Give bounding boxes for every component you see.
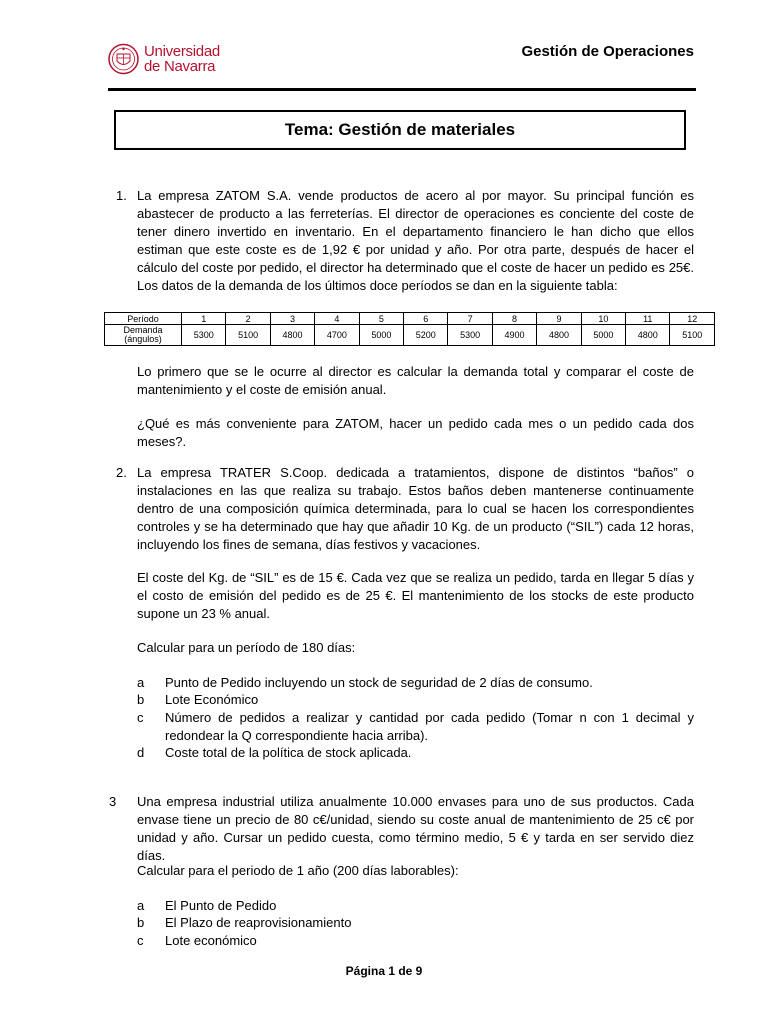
- problem-3-item-a-text: El Punto de Pedido: [165, 898, 277, 913]
- problem-3-item-b-text: El Plazo de reaprovisionamiento: [165, 915, 352, 930]
- period-cell: 11: [626, 313, 670, 325]
- problem-1-paragraph-2: Lo primero que se le ocurre al director es calcular la demanda total y comparar el coste de mantenimiento y el coste de emisión anual.: [137, 364, 694, 397]
- page-number: Página 1 de 9: [345, 964, 423, 978]
- demand-cell: 5100: [670, 325, 715, 346]
- demand-cell: 5000: [359, 325, 403, 346]
- period-cell: 9: [537, 313, 581, 325]
- problem-2-item-a-text: Punto de Pedido incluyendo un stock de seguridad de 2 días de consumo.: [165, 675, 593, 690]
- demand-cell: 5300: [182, 325, 226, 346]
- period-header-cell: Período: [105, 313, 182, 325]
- period-cell: 5: [359, 313, 403, 325]
- problem-1-question: ¿Qué es más conveniente para ZATOM, hacer un pedido cada mes o un pedido cada dos meses?.: [137, 416, 694, 449]
- problem-1-number: 1.: [116, 188, 127, 203]
- table-row-periods: [105, 313, 715, 325]
- problem-2-item-d-letter: d: [137, 745, 145, 760]
- problem-3-item-a-letter: a: [137, 898, 145, 913]
- problem-1-intro: La empresa ZATOM S.A. vende productos de acero al por mayor. Su principal función es abastecer de producto a las ferreterías. El director de operaciones es conciente del coste de tener dinero invertido en inventario. En el departamento financiero le han dicho que ellos estiman que este coste es de 1,92 € por unidad y año. Por otra parte, después de hacer el cálculo del coste por pedido, el director ha determinado que el coste de hacer un pedido es 25€. Los datos de la demanda de los últimos doce períodos se dan en la siguiente tabla:: [137, 188, 694, 293]
- problem-2-item-c-text: Número de pedidos a realizar y cantidad por cada pedido (Tomar n con 1 decimal y redondear la Q correspondiente hacia arriba).: [165, 710, 694, 743]
- demand-cell: 4900: [492, 325, 536, 346]
- topic-title: Tema: Gestión de materiales: [284, 120, 516, 139]
- demand-cell: 4800: [270, 325, 314, 346]
- problem-3-item-c-letter: c: [137, 933, 144, 948]
- logo-line-1: Universidad: [144, 43, 220, 60]
- logo-line-2: de Navarra: [144, 58, 216, 75]
- problem-2-item-d-text: Coste total de la política de stock aplicada.: [165, 745, 412, 760]
- problem-2-number: 2.: [116, 465, 127, 480]
- topic-title-box: [114, 110, 686, 150]
- period-cell: 12: [670, 313, 715, 325]
- problem-2-item-b-letter: b: [137, 692, 145, 707]
- problem-3-paragraph-2: Calcular para el periodo de 1 año (200 días laborables):: [137, 863, 459, 878]
- demand-header-cell: [105, 325, 182, 346]
- demand-header-line-2: (ángulos): [124, 334, 162, 344]
- header-divider: [108, 88, 696, 91]
- demand-cell: 4800: [626, 325, 670, 346]
- period-cell: 4: [315, 313, 359, 325]
- demand-header-line-1: Demanda: [123, 325, 163, 335]
- period-cell: 8: [492, 313, 536, 325]
- problem-2-item-c-letter: c: [137, 710, 144, 725]
- demand-cell: 5000: [581, 325, 625, 346]
- period-cell: 6: [404, 313, 448, 325]
- problem-3-item-c-text: Lote económico: [165, 933, 257, 948]
- demand-cell: 5300: [448, 325, 492, 346]
- demand-table: [104, 312, 715, 346]
- page-header: [108, 40, 696, 90]
- university-seal-icon: [108, 42, 139, 76]
- table-row-demand: [105, 325, 715, 346]
- period-cell: 10: [581, 313, 625, 325]
- period-cell: 3: [270, 313, 314, 325]
- problem-2-intro: La empresa TRATER S.Coop. dedicada a tratamientos, dispone de distintos “baños” o instalaciones en las que realiza su trabajo. Estos baños deben mantenerse continuamente dentro de una composición química determinada, para lo cual se hacen los correspondientes controles y se ha determinado que hay que añadir 10 Kg. de un producto (“SIL”) cada 12 horas, incluyendo los fines de semana, días festivos y vacaciones.: [137, 465, 694, 552]
- period-cell: 1: [182, 313, 226, 325]
- problem-3-intro: Una empresa industrial utiliza anualmente 10.000 envases para uno de sus productos. Cada envase tiene un precio de 80 c€/unidad, siendo su coste anual de mantenimiento de 25 c€ por unidad y año. Cursar un pedido cuesta, como término medio, 5 € y tarda en ser servido diez días.: [137, 794, 694, 863]
- demand-cell: 5100: [226, 325, 270, 346]
- university-logo: [108, 42, 220, 76]
- problem-3-item-b-letter: b: [137, 915, 145, 930]
- period-cell: 7: [448, 313, 492, 325]
- problem-2-paragraph-3: Calcular para un período de 180 días:: [137, 640, 356, 655]
- problem-2-paragraph-2: El coste del Kg. de “SIL” es de 15 €. Cada vez que se realiza un pedido, tarda en llegar 5 días y el costo de emisión del pedido es de 25 €. El mantenimiento de los stocks de este producto supone un 23 % anual.: [137, 570, 694, 621]
- demand-cell: 5200: [404, 325, 448, 346]
- problem-3-number: 3: [109, 794, 117, 809]
- period-cell: 2: [226, 313, 270, 325]
- demand-cell: 4800: [537, 325, 581, 346]
- demand-cell: 4700: [315, 325, 359, 346]
- course-title: Gestión de Operaciones: [521, 43, 694, 60]
- problem-2-item-a-letter: a: [137, 675, 145, 690]
- problem-2-item-b-text: Lote Económico: [165, 692, 259, 707]
